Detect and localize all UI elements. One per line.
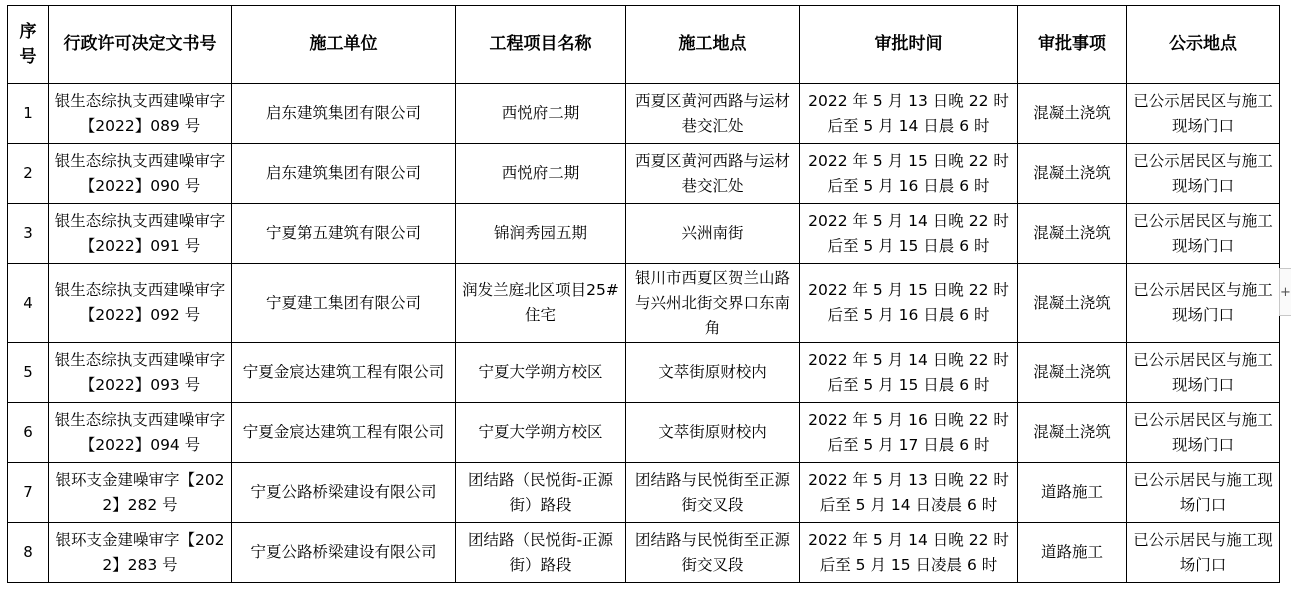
cell-seq: 4: [8, 264, 49, 343]
table-row: [8, 403, 1280, 463]
cell-location: 团结路与民悦街至正源街交叉段: [626, 463, 800, 523]
cell-time: 2022 年 5 月 13 日晚 22 时后至 5 月 14 日晨 6 时: [800, 84, 1018, 144]
cell-item: 混凝土浇筑: [1018, 343, 1127, 403]
cell-notice: 已公示居民区与施工现场门口: [1127, 204, 1280, 264]
header-doc-no: 行政许可决定文书号: [49, 6, 232, 84]
cell-location: 团结路与民悦街至正源街交叉段: [626, 523, 800, 583]
cell-project: 团结路（民悦街-正源街）路段: [456, 523, 626, 583]
cell-seq: 5: [8, 343, 49, 403]
cell-doc-no: 银生态综执支西建噪审字【2022】091 号: [49, 204, 232, 264]
permit-table: [7, 5, 1280, 583]
cell-item: 混凝土浇筑: [1018, 144, 1127, 204]
cell-seq: 2: [8, 144, 49, 204]
cell-doc-no: 银环支金建噪审字【2022】283 号: [49, 523, 232, 583]
cell-doc-no: 银生态综执支西建噪审字【2022】089 号: [49, 84, 232, 144]
cell-doc-no: 银环支金建噪审字【2022】282 号: [49, 463, 232, 523]
table-row: [8, 264, 1280, 343]
cell-project: 团结路（民悦街-正源街）路段: [456, 463, 626, 523]
cell-seq: 7: [8, 463, 49, 523]
header-location: 施工地点: [626, 6, 800, 84]
table-row: [8, 144, 1280, 204]
table-row: [8, 204, 1280, 264]
cell-location: 西夏区黄河西路与运材巷交汇处: [626, 84, 800, 144]
cell-project: 润发兰庭北区项目25#住宅: [456, 264, 626, 343]
header-project: 工程项目名称: [456, 6, 626, 84]
cell-doc-no: 银生态综执支西建噪审字【2022】093 号: [49, 343, 232, 403]
cell-item: 道路施工: [1018, 523, 1127, 583]
cell-company: 宁夏建工集团有限公司: [232, 264, 456, 343]
table-header-row: [8, 6, 1280, 84]
header-company: 施工单位: [232, 6, 456, 84]
header-seq: 序号: [8, 6, 49, 84]
table-row: [8, 84, 1280, 144]
cell-notice: 已公示居民区与施工现场门口: [1127, 343, 1280, 403]
cell-project: 西悦府二期: [456, 144, 626, 204]
cell-location: 文萃街原财校内: [626, 403, 800, 463]
cell-time: 2022 年 5 月 14 日晚 22 时后至 5 月 15 日晨 6 时: [800, 343, 1018, 403]
cell-time: 2022 年 5 月 14 日晚 22 时后至 5 月 15 日凌晨 6 时: [800, 523, 1018, 583]
cell-item: 混凝土浇筑: [1018, 204, 1127, 264]
cell-location: 西夏区黄河西路与运材巷交汇处: [626, 144, 800, 204]
cell-doc-no: 银生态综执支西建噪审字【2022】090 号: [49, 144, 232, 204]
cell-item: 混凝土浇筑: [1018, 403, 1127, 463]
cell-company: 宁夏第五建筑有限公司: [232, 204, 456, 264]
cell-company: 宁夏公路桥梁建设有限公司: [232, 463, 456, 523]
cell-doc-no: 银生态综执支西建噪审字【2022】092 号: [49, 264, 232, 343]
cell-seq: 1: [8, 84, 49, 144]
cell-project: 宁夏大学朔方校区: [456, 343, 626, 403]
cell-location: 兴洲南街: [626, 204, 800, 264]
cell-notice: 已公示居民区与施工现场门口: [1127, 84, 1280, 144]
cell-company: 宁夏金宸达建筑工程有限公司: [232, 343, 456, 403]
cell-time: 2022 年 5 月 15 日晚 22 时后至 5 月 16 日晨 6 时: [800, 264, 1018, 343]
cell-company: 启东建筑集团有限公司: [232, 84, 456, 144]
cell-location: 文萃街原财校内: [626, 343, 800, 403]
header-notice: 公示地点: [1127, 6, 1280, 84]
cell-time: 2022 年 5 月 14 日晚 22 时后至 5 月 15 日晨 6 时: [800, 204, 1018, 264]
plus-icon[interactable]: +: [1279, 268, 1291, 316]
table-row: [8, 343, 1280, 403]
cell-item: 道路施工: [1018, 463, 1127, 523]
cell-company: 宁夏公路桥梁建设有限公司: [232, 523, 456, 583]
cell-doc-no: 银生态综执支西建噪审字【2022】094 号: [49, 403, 232, 463]
cell-seq: 8: [8, 523, 49, 583]
cell-seq: 6: [8, 403, 49, 463]
cell-location: 银川市西夏区贺兰山路与兴州北街交界口东南角: [626, 264, 800, 343]
cell-notice: 已公示居民与施工现场门口: [1127, 463, 1280, 523]
header-time: 审批时间: [800, 6, 1018, 84]
cell-project: 锦润秀园五期: [456, 204, 626, 264]
cell-company: 宁夏金宸达建筑工程有限公司: [232, 403, 456, 463]
cell-notice: 已公示居民区与施工现场门口: [1127, 264, 1280, 343]
table-row: [8, 523, 1280, 583]
cell-notice: 已公示居民区与施工现场门口: [1127, 403, 1280, 463]
cell-notice: 已公示居民区与施工现场门口: [1127, 144, 1280, 204]
cell-project: 西悦府二期: [456, 84, 626, 144]
cell-time: 2022 年 5 月 13 日晚 22 时后至 5 月 14 日凌晨 6 时: [800, 463, 1018, 523]
cell-time: 2022 年 5 月 15 日晚 22 时后至 5 月 16 日晨 6 时: [800, 144, 1018, 204]
header-item: 审批事项: [1018, 6, 1127, 84]
cell-company: 启东建筑集团有限公司: [232, 144, 456, 204]
table-row: [8, 463, 1280, 523]
cell-project: 宁夏大学朔方校区: [456, 403, 626, 463]
cell-time: 2022 年 5 月 16 日晚 22 时后至 5 月 17 日晨 6 时: [800, 403, 1018, 463]
cell-item: 混凝土浇筑: [1018, 84, 1127, 144]
cell-notice: 已公示居民与施工现场门口: [1127, 523, 1280, 583]
cell-seq: 3: [8, 204, 49, 264]
cell-item: 混凝土浇筑: [1018, 264, 1127, 343]
